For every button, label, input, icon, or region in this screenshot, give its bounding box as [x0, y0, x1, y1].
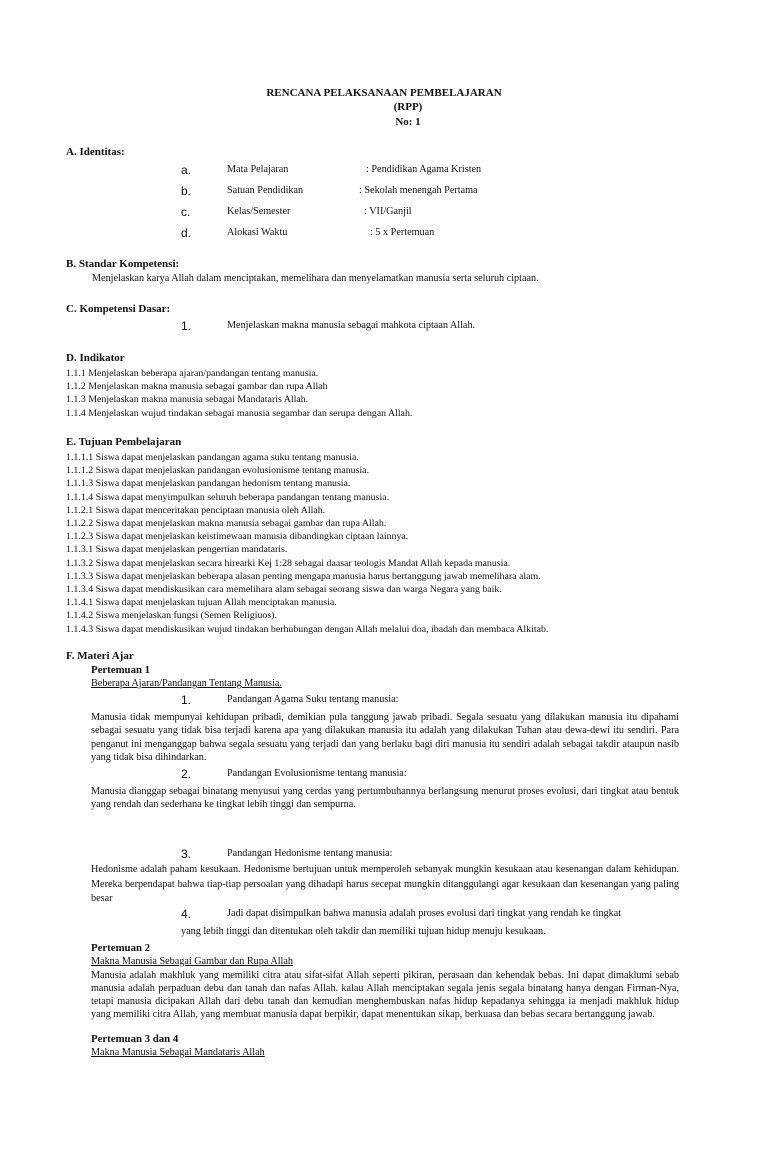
list-item: 1.1.3.4 Siswa dapat mendiskusikan cara memelihara alam sebagai seorang siswa dan warga Negara yang baik. [66, 584, 502, 596]
materi-subheading: Pandangan Agama Suku tentang manusia: [227, 694, 399, 705]
identitas-letter: d. [181, 226, 192, 240]
list-item: 1.1.4.1 Siswa dapat menjelaskan tujuan Allah menciptakan manusia. [66, 597, 337, 609]
materi-paragraph: Manusia adalah makhluk yang memiliki citra atau sifat-sifat Allah seperti pikiran, perasaan dan kehendak bebas. Ini dapat dimaklumi sebab manusia adalah perpaduan debu dan tanah dan nafas Allah. kalau Allah menciptakan segala jenis segala binatang hanya dengan Firman-Nya, tetapi manusia dicipakan Allah dari debu tanah dan kemudian menghembuskan nafas hidup kepadanya sehingga ia menjadi makhluk hidup yang memiliki citra Allah, yang membuat manusia dapat berpikir, dapat menentukan sikap, berkuasa dan bebas secara bertanggung jawab. [91, 970, 679, 1021]
identitas-letter: c. [181, 205, 191, 219]
materi-subheading: Pandangan Evolusionisme tentang manusia: [227, 768, 407, 779]
indikator-list [66, 367, 412, 420]
materi-conclusion-line: yang lebih tinggi dan ditentukan oleh takdir dan memiliki tujuan hidup menuju kesukaan. [181, 926, 546, 937]
identitas-letter: a. [181, 163, 192, 177]
doc-number: No: 1 [395, 116, 421, 128]
kompetensi-number: 1. [181, 319, 192, 333]
section-identitas-heading: A. Identitas: [66, 146, 125, 158]
section-standar-heading: B. Standar Kompetensi: [66, 258, 180, 270]
identitas-label: Kelas/Semester [227, 206, 291, 217]
identitas-label: Mata Pelajaran [227, 164, 289, 175]
pertemuan-1-subtitle: Beberapa Ajaran/Pandangan Tentang Manusia. [91, 678, 282, 689]
identitas-value: : Sekolah menengah Pertama [359, 185, 478, 196]
standar-text: Menjelaskan karya Allah dalam menciptakan, memelihara dan menyelamatkan manusia serta seluruh ciptaan. [92, 273, 539, 284]
tujuan-list [66, 451, 548, 636]
list-item: 1.1.1.2 Siswa dapat menjelaskan pandangan evolusionisme tentang manusia. [66, 465, 370, 477]
list-item: 1.1.4 Menjelaskan wujud tindakan sebagai manusia segambar dan serupa dengan Allah. [66, 407, 413, 419]
list-item: 1.1.1.4 Siswa dapat menyimpulkan seluruh beberapa pandangan tentang manusia. [66, 491, 390, 503]
list-item: 1.1.2.3 Siswa dapat menjelaskan keistimewaan manusia dibandingkan ciptaan lainnya. [66, 531, 409, 543]
identitas-value: : Pendidikan Agama Kristen [366, 164, 482, 175]
pertemuan-2-subtitle: Makna Manusia Sebagai Gambar dan Rupa Allah [91, 956, 293, 967]
list-item: 1.1.1 Menjelaskan beberapa ajaran/pandangan tentang manusia. [66, 368, 319, 379]
pertemuan-1-title: Pertemuan 1 [91, 664, 151, 676]
list-item: 1.1.2.1 Siswa dapat menceritakan penciptaan manusia oleh Allah. [66, 504, 326, 516]
list-item: 1.1.1.3 Siswa dapat menjelaskan pandangan hedonism tentang manusia. [66, 478, 351, 490]
list-item: 1.1.3 Menjelaskan makna manusia sebagai Mandataris Allah. [66, 394, 309, 406]
materi-paragraph: Manusia tidak mempunyai kehidupan pribadi, demikian pula tanggung jawab pribadi. Segala sesuatu yang dilakukan manusia itu dipahami sebagai sesuatu yang tidak bisa terjadi karena apa yang dilakukan manusia itu adalah yang dilakukan Tuhan atau dewa-dewi itu sendiri. Para penganut ini menganggap bahwa segala sesuatu yang terjadi dan yang berlaku bagi diri manusia itu sendiri adalah sebagai takdir ataupun nasib yang tidak bisa dihindarkan. [91, 712, 679, 764]
materi-number: 2. [181, 767, 192, 781]
section-indikator-heading: D. Indikator [66, 352, 125, 364]
identitas-value: : 5 x Pertemuan [370, 227, 435, 238]
identitas-letter: b. [181, 184, 192, 198]
materi-number: 1. [181, 693, 192, 707]
section-materi-heading: F. Materi Ajar [66, 650, 134, 662]
list-item: 1.1.4.3 Siswa dapat mendiskusikan wujud tindakan berhubungan dengan Allah melalui doa, ibadah dan membaca Alkitab. [66, 623, 549, 635]
list-item: 1.1.3.2 Siswa dapat menjelaskan secara hirearki Kej 1:28 sebagai daasar teologis Mandat Allah kepada manusia. [66, 557, 511, 569]
materi-conclusion-line: Jadi dapat disimpulkan bahwa manusia adalah proses evolusi dari tingkat yang rendah ke tingkat [227, 908, 622, 919]
list-item: 1.1.4.2 Siswa menjelaskan fungsi (Semen Religiuos). [66, 610, 277, 622]
pertemuan-3-4-subtitle: Makna Manusia Sebagai Mandataris Allah [91, 1047, 265, 1058]
list-item: 1.1.3.1 Siswa dapat menjelaskan pengertian mandataris. [66, 544, 288, 556]
materi-paragraph: Hedonisme adalah paham kesukaan. Hedonisme bertujuan untuk memperoleh sebanyak mungkin kesukaan atau kesenangan dalam kehidupan. Mereka berpendapat bahwa tiap-tiap persoalan yang dihadapi harus secepat mungkin ditanggulangi agar kesukaan dan kesenangan yang paling besar [91, 864, 679, 904]
section-tujuan-heading: E. Tujuan Pembelajaran [66, 436, 182, 448]
materi-number: 4. [181, 907, 192, 921]
list-item: 1.1.3.3 Siswa dapat menjelaskan beberapa alasan penting mengapa manusia harus bertanggung jawab memelihara alam. [66, 570, 541, 582]
doc-title: RENCANA PELAKSANAAN PEMBELAJARAN [266, 87, 502, 99]
kompetensi-text: Menjelaskan makna manusia sebagai mahkota ciptaan Allah. [227, 320, 476, 331]
doc-subtitle: (RPP) [393, 101, 423, 113]
list-item: 1.1.2.2 Siswa dapat menjelaskan makna manusia sebagai gambar dan rupa Allah. [66, 518, 387, 530]
materi-number: 3. [181, 847, 192, 861]
list-item: 1.1.2 Menjelaskan makna manusia sebagai gambar dan rupa Allah [66, 381, 328, 393]
identitas-label: Satuan Pendidikan [227, 185, 304, 196]
materi-paragraph: Manusia dianggap sebagai binatang menyusui yang cerdas yang pertumbuhannya berlangsung menurut proses evolusi, dari tingkat atau bentuk yang rendah dan sederhana ke tingkat lebih tinggi dan sempurna. [91, 786, 679, 811]
pertemuan-3-4-title: Pertemuan 3 dan 4 [91, 1033, 179, 1045]
identitas-label: Alokasi Waktu [227, 227, 288, 238]
section-kompetensi-heading: C. Kompetensi Dasar: [66, 303, 171, 315]
identitas-value: : VII/Ganjil [364, 206, 412, 217]
pertemuan-2-title: Pertemuan 2 [91, 942, 151, 954]
list-item: 1.1.1.1 Siswa dapat menjelaskan pandangan agama suku tentang manusia. [66, 452, 359, 463]
materi-subheading: Pandangan Hedonisme tentang manusia: [227, 848, 393, 859]
